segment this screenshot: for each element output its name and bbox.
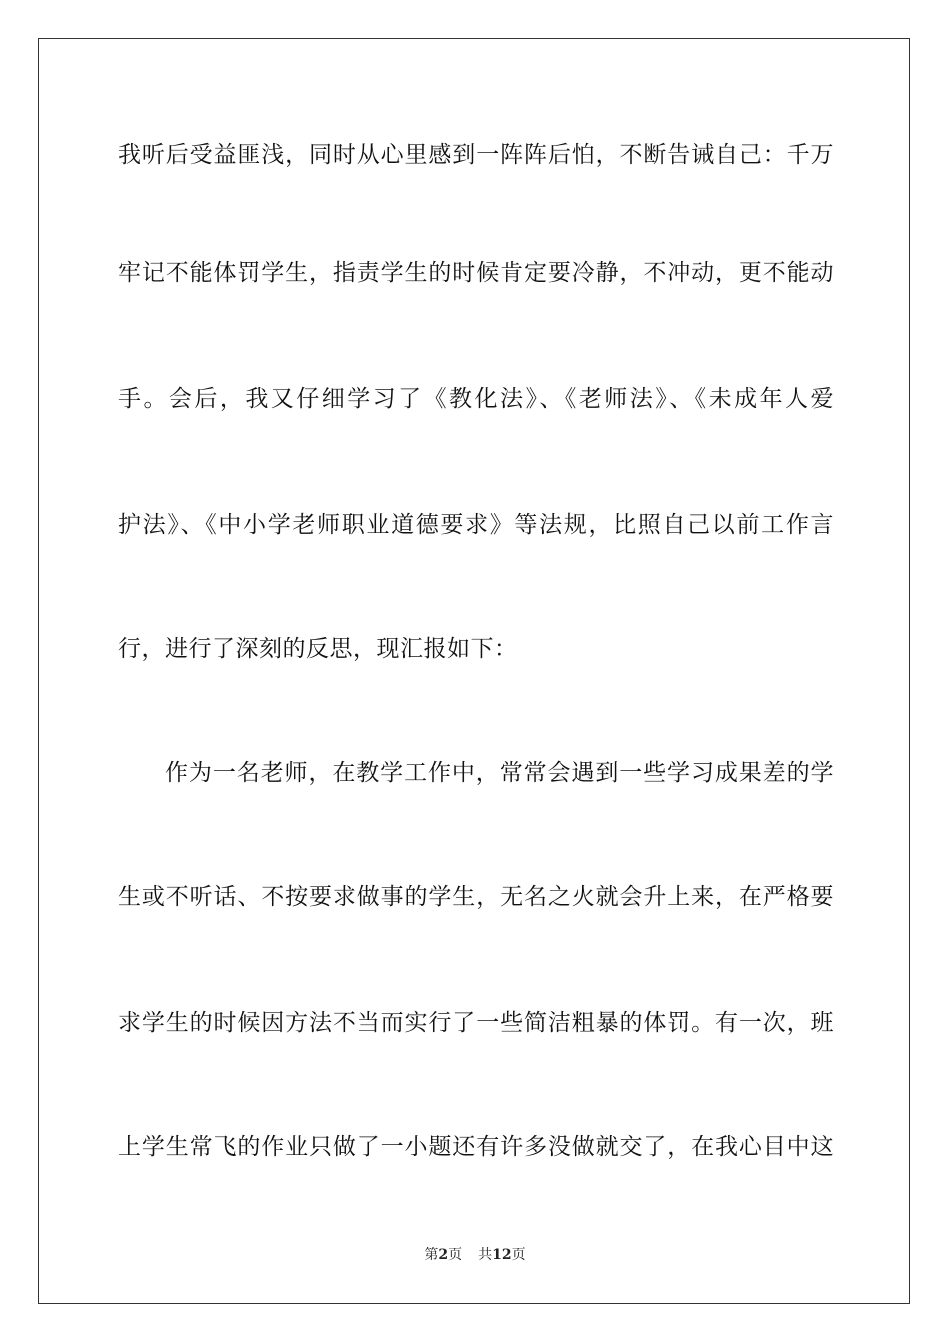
- total-prefix: 共: [478, 1247, 493, 1263]
- total-suffix: 页: [511, 1247, 526, 1263]
- page-prefix: 第: [424, 1247, 439, 1263]
- text-line: 上学生常飞的作业只做了一小题还有许多没做就交了，在我心目中这: [118, 1134, 834, 1160]
- text-line: 生或不听话、不按要求做事的学生，无名之火就会升上来，在严格要: [118, 884, 834, 910]
- text-line: 牢记不能体罚学生，指责学生的时候肯定要冷静，不冲动，更不能动: [118, 260, 834, 286]
- text-line: 求学生的时候因方法不当而实行了一些简洁粗暴的体罚。有一次，班: [118, 1010, 834, 1036]
- page-border: [38, 38, 910, 1304]
- text-line: 我听后受益匪浅，同时从心里感到一阵阵后怕，不断告诫自己：千万: [118, 142, 834, 168]
- page-suffix: 页: [448, 1247, 463, 1263]
- page-number: 2: [438, 1247, 449, 1263]
- text-line: 行，进行了深刻的反思，现汇报如下：: [118, 636, 518, 662]
- total-pages: 12: [492, 1247, 512, 1263]
- text-line: 护法》、《中小学老师职业道德要求》等法规，比照自己以前工作言: [118, 512, 834, 538]
- text-line: 手。会后，我又仔细学习了《教化法》、《老师法》、《未成年人爱: [118, 386, 834, 412]
- paragraph-first-line: 作为一名老师，在教学工作中，常常会遇到一些学习成果差的学: [165, 760, 834, 786]
- page-footer: [0, 1246, 950, 1264]
